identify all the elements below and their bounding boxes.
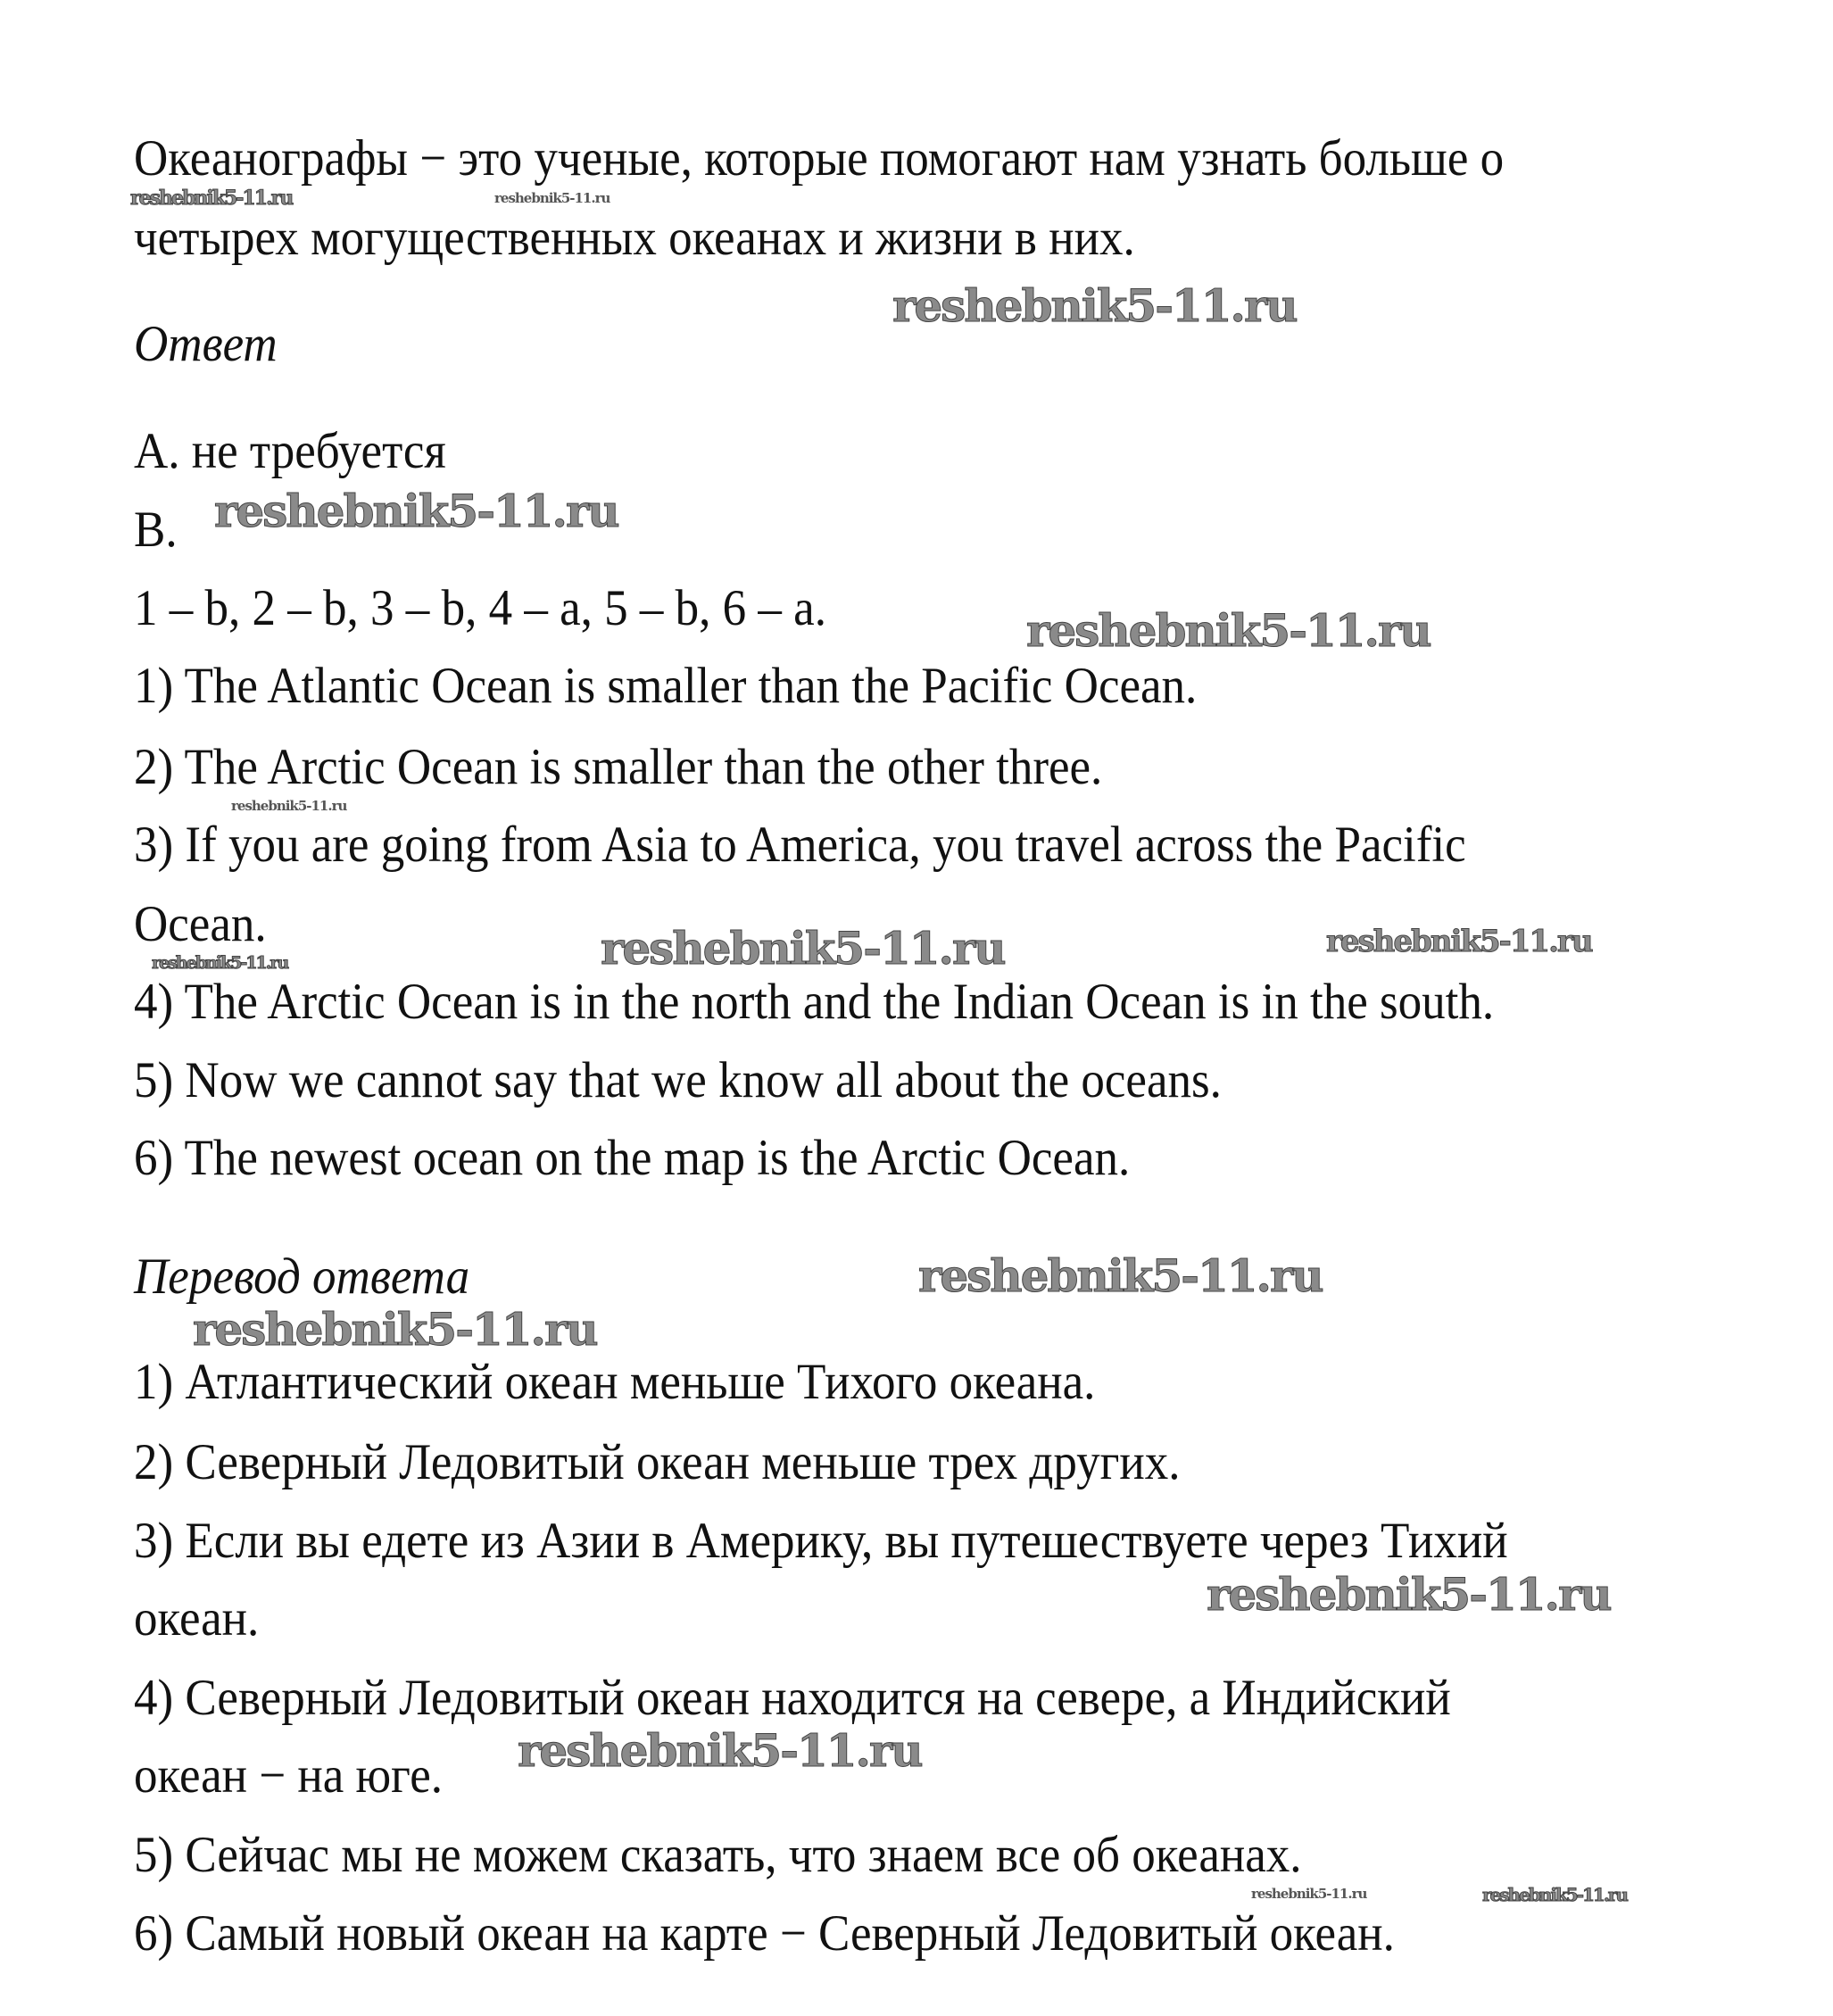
watermark: reshebnik5-11.ru [918, 1249, 1323, 1302]
answer-line: 6) The newest ocean on the map is the Arctic Ocean. [134, 1130, 1131, 1186]
translation-heading: Перевод ответа [134, 1249, 470, 1305]
part-a: A. не требуется [134, 423, 446, 479]
watermark: reshebnik5-11.ru [494, 190, 610, 206]
answer-line: Ocean. [134, 896, 267, 952]
answer-key: 1 – b, 2 – b, 3 – b, 4 – a, 5 – b, 6 – a. [134, 580, 826, 636]
watermark: reshebnik5-11.ru [214, 485, 618, 537]
answer-line: 2) The Arctic Ocean is smaller than the other three. [134, 739, 1103, 795]
answer-line: 4) The Arctic Ocean is in the north and the Indian Ocean is in the south. [134, 974, 1495, 1030]
watermark: reshebnik5-11.ru [1026, 604, 1431, 657]
translation-line: 1) Атлантический океан меньше Тихого океана. [134, 1354, 1096, 1410]
watermark: reshebnik5-11.ru [193, 1303, 597, 1356]
watermark: reshebnik5-11.ru [152, 953, 288, 973]
translation-line: 3) Если вы едете из Азии в Америку, вы путешествуете через Тихий [134, 1513, 1508, 1569]
watermark: reshebnik5-11.ru [231, 798, 347, 814]
intro-line: Океанографы − это ученые, которые помогают нам узнать больше о [134, 130, 1505, 187]
part-b: B. [134, 502, 178, 558]
answer-line: 1) The Atlantic Ocean is smaller than the Pacific Ocean. [134, 658, 1198, 714]
answer-heading: Ответ [134, 316, 278, 372]
answer-line: 3) If you are going from Asia to America, you travel across the Pacific [134, 817, 1466, 873]
translation-line: 6) Самый новый океан на карте − Северный Ледовитый океан. [134, 1905, 1395, 1962]
watermark: reshebnik5-11.ru [601, 922, 1005, 975]
translation-line: 2) Северный Ледовитый океан меньше трех других. [134, 1434, 1181, 1490]
intro-line: четырех могущественных океанах и жизни в них. [134, 210, 1135, 266]
watermark: reshebnik5-11.ru [892, 279, 1297, 332]
translation-line: 4) Северный Ледовитый океан находится на севере, а Индийский [134, 1670, 1451, 1726]
translation-line: океан. [134, 1590, 260, 1647]
answer-line: 5) Now we cannot say that we know all about the oceans. [134, 1052, 1222, 1108]
watermark: reshebnik5-11.ru [1482, 1884, 1627, 1905]
watermark: reshebnik5-11.ru [518, 1724, 922, 1777]
translation-line: океан − на юге. [134, 1747, 443, 1804]
watermark: reshebnik5-11.ru [130, 187, 293, 210]
translation-line: 5) Сейчас мы не можем сказать, что знаем все об океанах. [134, 1827, 1302, 1883]
watermark: reshebnik5-11.ru [1326, 924, 1592, 959]
watermark: reshebnik5-11.ru [1207, 1568, 1611, 1621]
watermark: reshebnik5-11.ru [1251, 1886, 1367, 1902]
